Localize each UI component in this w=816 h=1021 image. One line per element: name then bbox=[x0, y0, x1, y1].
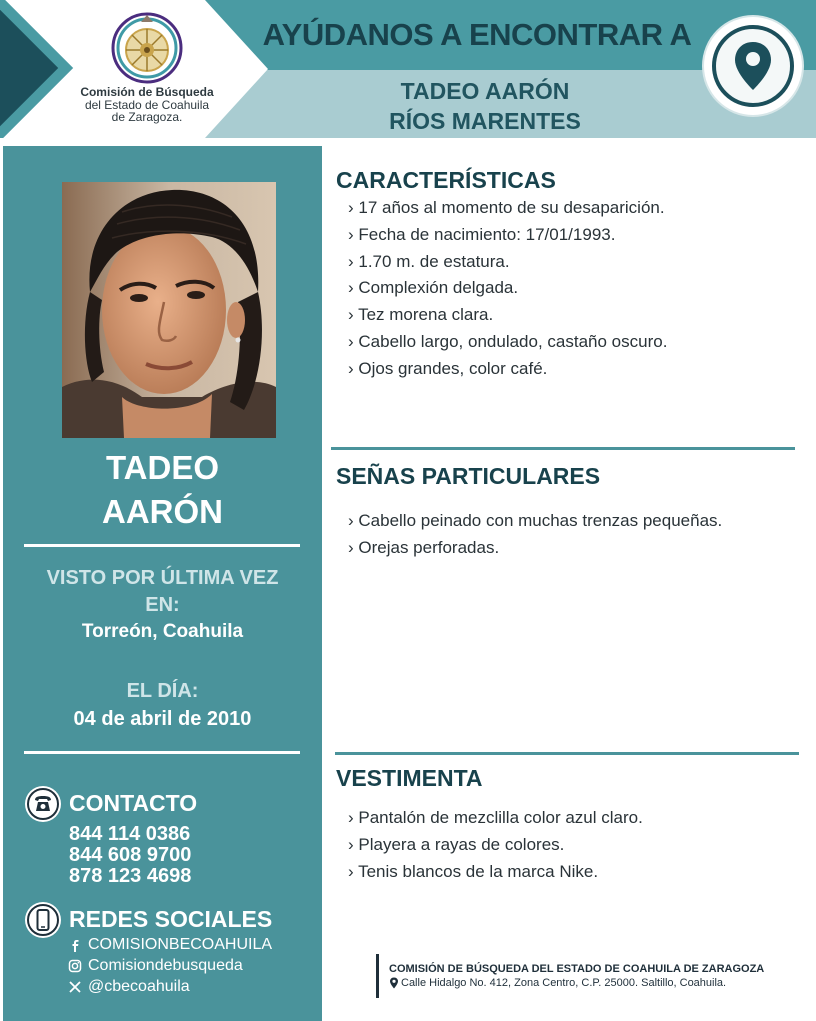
clothing-title: VESTIMENTA bbox=[336, 765, 483, 791]
last-seen-label bbox=[3, 565, 322, 619]
full-name-line2: RÍOS MARENTES bbox=[389, 108, 581, 134]
list-item: › Fecha de nacimiento: 17/01/1993. bbox=[348, 224, 616, 244]
instagram-icon bbox=[68, 959, 82, 973]
list-item: › Tez morena clara. bbox=[348, 305, 494, 325]
phone-icon bbox=[25, 786, 61, 822]
footer-address bbox=[389, 977, 726, 989]
list-item: › Cabello largo, ondulado, castaño oscuro. bbox=[348, 331, 668, 351]
x-handle: @cbecoahuila bbox=[88, 978, 190, 995]
x-icon bbox=[68, 980, 82, 994]
last-seen-day-label: EL DÍA: bbox=[126, 680, 199, 702]
last-seen-label-line1: VISTO POR ÚLTIMA VEZ bbox=[46, 567, 279, 589]
full-name-line1: TADEO AARÓN bbox=[400, 78, 570, 104]
footer-address-text: Calle Hidalgo No. 412, Zona Centro, C.P. 25000. Saltillo, Coahuila. bbox=[401, 977, 727, 989]
characteristics-title: CARACTERÍSTICAS bbox=[336, 167, 556, 193]
smartphone-icon bbox=[25, 902, 61, 938]
facebook-icon bbox=[68, 938, 82, 952]
organization-name bbox=[62, 86, 232, 124]
section-divider-2 bbox=[335, 752, 799, 755]
phone-number-1[interactable]: 844 114 0386 bbox=[69, 823, 191, 845]
instagram-link[interactable] bbox=[68, 957, 243, 975]
list-item: › Pantalón de mezclilla color azul claro. bbox=[348, 808, 643, 827]
missing-person-name bbox=[3, 446, 322, 534]
name-first-line: TADEO bbox=[105, 449, 220, 486]
commission-seal-logo bbox=[111, 12, 183, 84]
phone-number-3[interactable]: 878 123 4698 bbox=[69, 865, 192, 887]
list-item: › Ojos grandes, color café. bbox=[348, 358, 548, 378]
org-name-line3: de Zaragoza. bbox=[111, 110, 183, 124]
location-pin-icon bbox=[731, 40, 775, 92]
address-pin-icon bbox=[389, 977, 399, 989]
name-second-line: AARÓN bbox=[102, 493, 223, 530]
list-item: › Complexión delgada. bbox=[348, 278, 519, 298]
instagram-handle: Comisiondebusqueda bbox=[88, 957, 243, 974]
contact-title: CONTACTO bbox=[69, 790, 198, 816]
left-divider-top bbox=[24, 544, 300, 547]
left-divider-bottom bbox=[24, 751, 300, 754]
facebook-link[interactable] bbox=[68, 936, 272, 954]
list-item: › Playera a rayas de colores. bbox=[348, 834, 565, 854]
last-seen-label-line2: EN: bbox=[145, 594, 180, 616]
org-name-line2: del Estado de Coahuila bbox=[84, 97, 210, 112]
characteristics-list bbox=[348, 195, 667, 383]
facebook-handle: COMISIONBECOAHUILA bbox=[88, 936, 273, 953]
list-item: › 1.70 m. de estatura. bbox=[348, 251, 510, 271]
distinguishing-marks-title: SEÑAS PARTICULARES bbox=[336, 463, 601, 489]
last-seen-place: Torreón, Coahuila bbox=[81, 621, 244, 642]
missing-person-full-name bbox=[300, 76, 670, 136]
missing-person-photo bbox=[62, 182, 276, 438]
poster-headline: AYÚDANOS A ENCONTRAR A bbox=[262, 17, 692, 52]
org-name-line1: Comisión de Búsqueda bbox=[80, 85, 214, 99]
footer-organization: COMISIÓN DE BÚSQUEDA DEL ESTADO DE COAHUILA DE ZARAGOZA bbox=[389, 963, 765, 975]
distinguishing-marks-list bbox=[348, 508, 728, 562]
last-seen-date: 04 de abril de 2010 bbox=[73, 708, 252, 730]
social-title: REDES SOCIALES bbox=[69, 906, 273, 932]
list-item: › Tenis blancos de la marca Nike. bbox=[348, 861, 599, 881]
list-item: › Cabello peinado con muchas trenzas pequeñas. bbox=[348, 511, 723, 530]
clothing-list bbox=[348, 805, 643, 885]
list-item: › Orejas perforadas. bbox=[348, 537, 500, 557]
x-link[interactable] bbox=[68, 978, 190, 996]
phone-number-2[interactable]: 844 608 9700 bbox=[69, 844, 192, 866]
section-divider-1 bbox=[331, 447, 795, 450]
footer-accent-bar bbox=[376, 954, 379, 998]
list-item: › 17 años al momento de su desaparición. bbox=[348, 198, 665, 217]
